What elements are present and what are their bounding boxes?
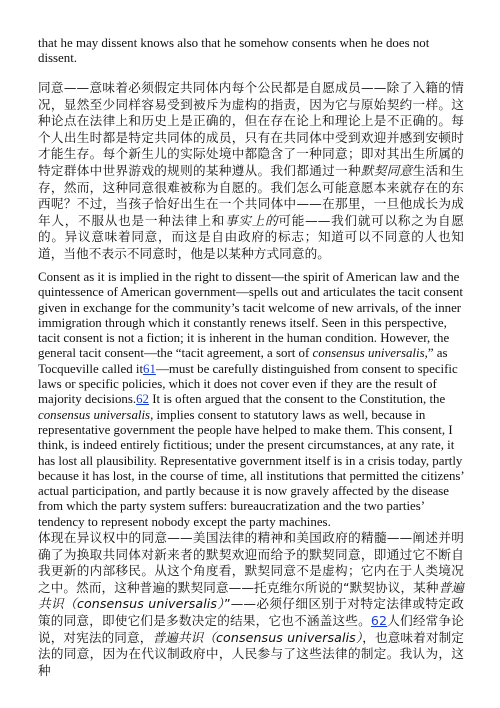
italic-term: 普遍共识（consensus universalis） [152, 629, 363, 645]
text-run: Consent as it is implied in the right to dissent—the spirit of American law and the quintessence of American government—spells out and articulates the tacit consent given in exchange for the community’s tacit welcome of new arrivals, of the inner immigration through which it constantly renews itself. Seen in this perspective, tacit consent is not a fiction; it is inherent in the human condition. However, the general tacit consent—the “tacit agreement, a sort of [38, 270, 463, 361]
text-run: It is often argued that the consent to the Constitution, the [149, 392, 446, 407]
paragraph-text: that he may dissent knows also that he somehow consents when he does not dissent. [38, 36, 430, 66]
text-run: 体现在异议权中的同意——美国法律的精神和美国政府的精髓——阐述并明确了为换取共同体对新来者的默契欢迎而给予的默契同意，即通过它不断自我更新的内部移民。从这个角度看，默契同意不是虚构；它内在于人类境况之中。然而，这种普遍的默契同意——托克维尔所说的“默契协议，某种 [38, 530, 464, 595]
italic-term: consensus universalis [38, 407, 151, 422]
paragraph-english-continuation [38, 36, 466, 67]
footnote-link-62[interactable]: 62 [136, 392, 149, 407]
text-run: , implies consent to statutory laws as well, because in representative government the people have helped to make them. This consent, I think, is indeed entirely fictitious; under the present circumstances, at any rate, it has lost all plausibility. Representative government itself is in a crisis today, partly because it has lost, in the course of time, all institutions that permitted the citizens’ actual participation, and partly because it is now gravely affected by the disease from which the party system suffers: bureaucratization and the two parties’ tendency to represent nobody except the party machines. [38, 407, 464, 529]
paragraph-chinese-tacit-consent [38, 530, 464, 679]
italic-term: 事实上的 [224, 212, 279, 228]
paragraph-chinese-consent [38, 80, 464, 263]
footnote-link-61[interactable]: 61 [143, 361, 156, 376]
text-run: 人们经常争论说，对宪法的同意， [38, 612, 464, 645]
text-run: ,” as Tocqueville called it [38, 346, 448, 376]
footnote-link-62-zh[interactable]: 62 [370, 612, 388, 628]
text-run: 同意——意味着必须假定共同体内每个公民都是自愿成员——除了入籍的情况，显然至少同样容易受到被斥为虚构的指责，因为它与原始契约一样。这种论点在法律上和历史上是正确的，但在存在论上和理论上是不正确的。每个人出生时都是特定共同体的成员，只有在共同体中受到欢迎并感到安顿时才能生存。每个新生儿的实际处境中都隐含了一种同意；即对其出生所属的特定群体中世界游戏的规则的某种遵从。我们都通过一种 [38, 80, 464, 178]
italic-term: 普遍共识（consensus universalis） [38, 579, 464, 612]
italic-term: 默契同意 [360, 162, 413, 178]
text-run: ，也意味着对制定法的同意，因为在代议制政府中，人民参与了这些法律的制定。我认为，这种 [38, 629, 464, 678]
italic-term: consensus universalis [312, 346, 425, 361]
text-run: —must be carefully distinguished from consent to specific laws or specific policies, which it does not cover even if they are the result of majority decisions. [38, 361, 458, 407]
text-run: 可能——我们就可以称之为自愿的。异议意味着同意，而这是自由政府的标志；知道可以不同意的人也知道，当他不表示不同意时，他是以某种方式同意的。 [38, 212, 465, 261]
text-run: 生活和生存，然而，这种同意很难被称为自愿的。我们怎么可能意愿本来就存在的东西呢？不过，当孩子恰好出生在一个共同体中——在那里，一旦他成长为成年人，不服从也是一种法律上和 [38, 162, 465, 228]
paragraph-english-consent [38, 270, 466, 530]
text-run: ”——必须仔细区别于对特定法律或特定政策的同意，即使它们是多数决定的结果，它也不涵盖这些。 [38, 596, 464, 628]
